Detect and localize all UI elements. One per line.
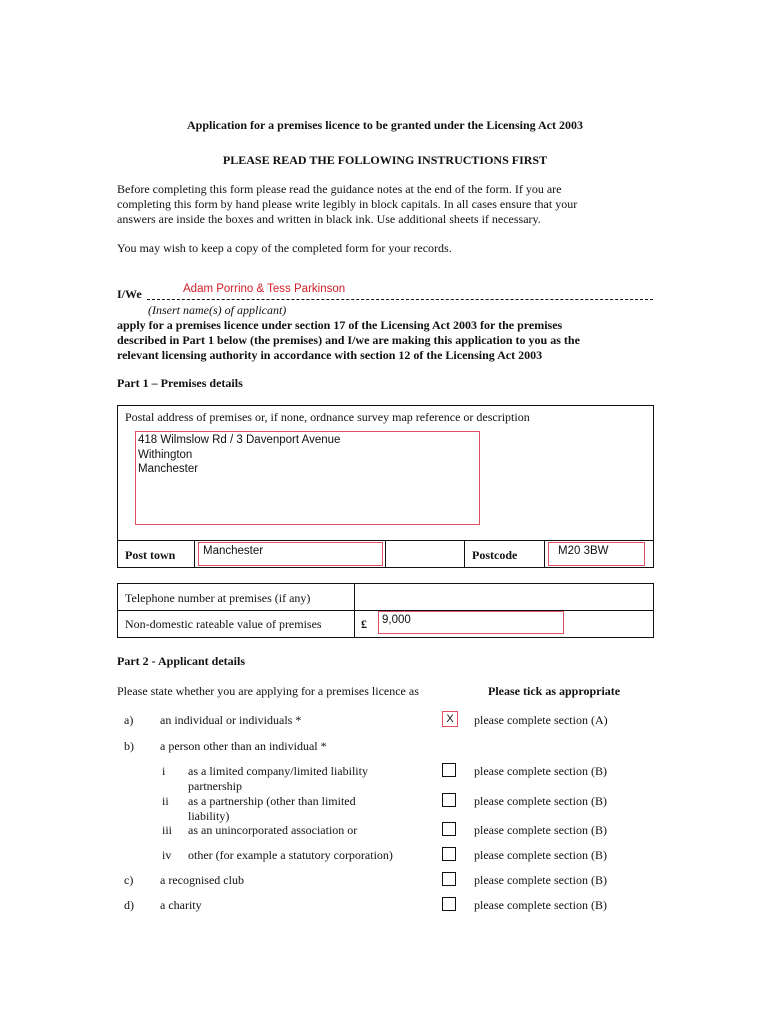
address-label: Postal address of premises or, if none, ordnance survey map reference or description [125, 410, 530, 424]
section-note: please complete section (B) [474, 898, 607, 912]
sub-option-line: liability) [188, 809, 230, 823]
sub-option-numeral: iii [162, 823, 173, 837]
sub-option-label [188, 764, 368, 794]
option-letter: a) [124, 713, 134, 727]
address-line: Manchester [138, 463, 199, 475]
post-town-label: Post town [125, 548, 176, 562]
sub-option-line: as a partnership (other than limited [188, 794, 356, 808]
option-letter: d) [124, 898, 134, 912]
address-text [138, 433, 340, 477]
option-club-label: a recognised club [160, 873, 244, 887]
sub-option-label: as an unincorporated association or [188, 823, 358, 837]
option-letter: c) [124, 873, 134, 887]
part1-heading: Part 1 – Premises details [117, 376, 243, 390]
sub-option-numeral: ii [162, 794, 169, 808]
application-statement [117, 318, 677, 363]
address-line: Withington [138, 448, 193, 461]
statement-line: relevant licensing authority in accordance with section 12 of the Licensing Act 2003 [117, 348, 543, 362]
section-note: please complete section (B) [474, 848, 607, 862]
intro-paragraph [117, 182, 677, 227]
sub-option-line: as a limited company/limited liability [188, 764, 368, 778]
charity-checkbox[interactable] [442, 897, 456, 911]
sub-option-line: partnership [188, 779, 242, 793]
divider [354, 583, 355, 638]
intro-line: Before completing this form please read the guidance notes at the end of the form. If you are [117, 182, 562, 196]
other-body-checkbox[interactable] [442, 847, 456, 861]
currency-symbol: £ [361, 617, 367, 631]
section-note: please complete section (B) [474, 794, 607, 808]
section-note: please complete section (B) [474, 764, 607, 778]
part2-heading: Part 2 - Applicant details [117, 654, 245, 668]
section-note: please complete section (A) [474, 713, 608, 727]
divider [385, 540, 386, 567]
sub-option-numeral: iv [162, 848, 172, 862]
post-town-value: Manchester [203, 545, 264, 557]
rateable-value: 9,000 [382, 614, 411, 626]
option-non-individual-label: a person other than an individual * [160, 739, 327, 753]
applicant-name-caption: (Insert name(s) of applicant) [148, 303, 287, 317]
address-line: 418 Wilmslow Rd / 3 Davenport Avenue [138, 434, 341, 446]
divider [464, 540, 465, 567]
tick-heading: Please tick as appropriate [488, 684, 621, 698]
statement-line: apply for a premises licence under section 17 of the Licensing Act 2003 for the premises [117, 318, 563, 332]
applicant-name-field[interactable]: Adam Porrino & Tess Parkinson [183, 283, 346, 295]
iwe-label: I/We [117, 287, 142, 301]
recognised-club-checkbox[interactable] [442, 872, 456, 886]
applicant-type-question: Please state whether you are applying for a premises licence as [117, 684, 419, 698]
keep-copy-note: You may wish to keep a copy of the completed form for your records. [117, 241, 452, 255]
divider [194, 540, 195, 567]
telephone-field[interactable] [362, 591, 642, 605]
individual-checkbox[interactable]: X [442, 711, 458, 727]
divider [544, 540, 545, 567]
sub-option-numeral: i [162, 764, 166, 778]
section-note: please complete section (B) [474, 823, 607, 837]
intro-line: completing this form by hand please write legibly in block capitals. In all cases ensure that your [117, 197, 578, 211]
option-charity-label: a charity [160, 898, 202, 912]
sub-option-label: other (for example a statutory corporation) [188, 848, 393, 862]
instructions-heading: PLEASE READ THE FOLLOWING INSTRUCTIONS FIRST [222, 153, 548, 167]
option-individual-label: an individual or individuals * [160, 713, 302, 727]
postcode-label: Postcode [472, 548, 518, 562]
sub-option-label [188, 794, 356, 824]
limited-company-checkbox[interactable] [442, 763, 456, 777]
postcode-value: M20 3BW [558, 545, 609, 557]
intro-line: answers are inside the boxes and written in black ink. Use additional sheets if necessary. [117, 212, 541, 226]
rateable-value-label: Non-domestic rateable value of premises [125, 617, 322, 631]
statement-line: described in Part 1 below (the premises) and I/we are making this application to you as the [117, 333, 580, 347]
option-letter: b) [124, 739, 134, 753]
applicant-name-underline [147, 299, 653, 300]
telephone-label: Telephone number at premises (if any) [125, 591, 311, 605]
partnership-checkbox[interactable] [442, 793, 456, 807]
form-title: Application for a premises licence to be granted under the Licensing Act 2003 [187, 118, 583, 132]
section-note: please complete section (B) [474, 873, 607, 887]
unincorporated-association-checkbox[interactable] [442, 822, 456, 836]
